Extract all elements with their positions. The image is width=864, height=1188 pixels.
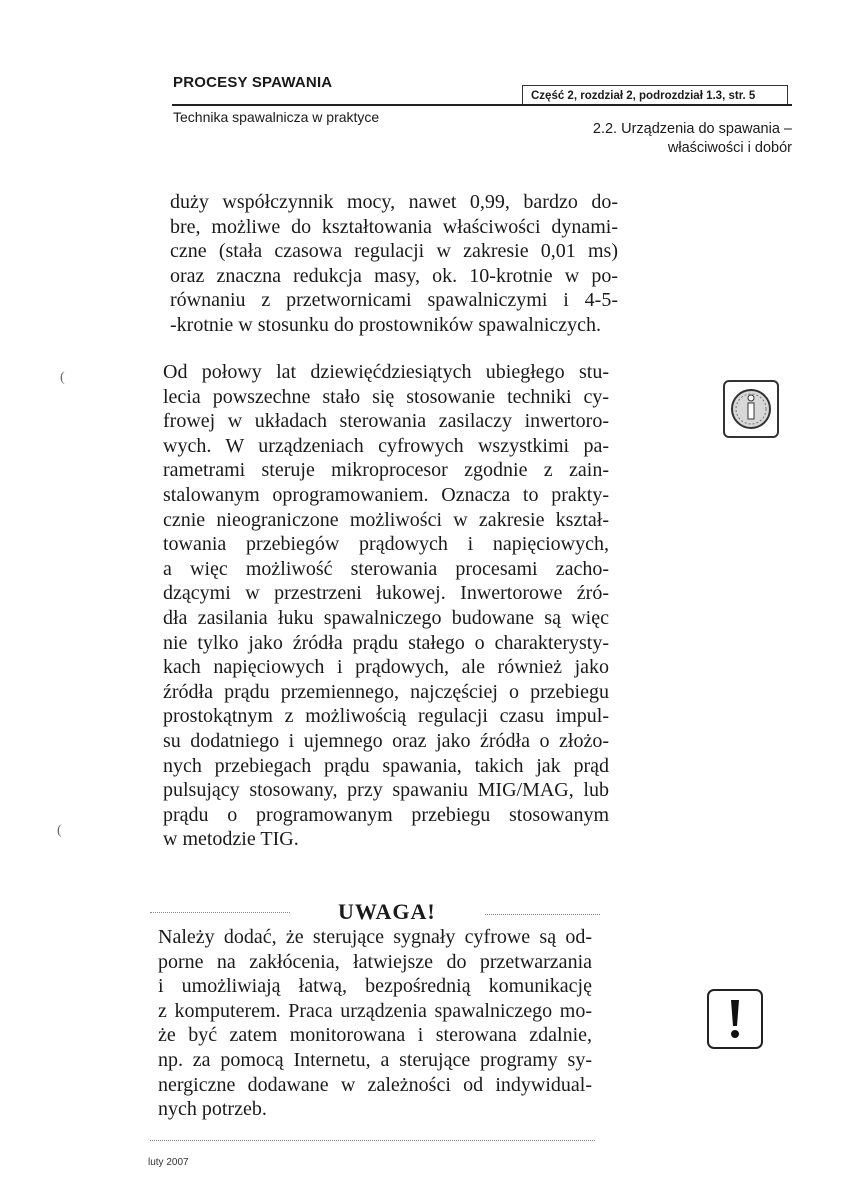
text-line: źródła prądu przemiennego, najczęściej o przebiegu <box>163 680 609 703</box>
text-line: nych przebiegach prądu spawania, takich jak prąd <box>163 754 609 777</box>
text-line: oraz znaczna redukcja masy, ok. 10-krotnie w po- <box>170 264 618 287</box>
margin-mark: ( <box>60 370 65 385</box>
section-heading-line-2: właściwości i dobór <box>667 140 792 156</box>
section-heading-line-1: 2.2. Urządzenia do spawania – <box>592 121 792 137</box>
text-line: frowej w układach sterowania zasilaczy inwertoro- <box>163 410 609 433</box>
text-line: lecia powszechne stało się stosowanie techniki cy- <box>163 385 609 408</box>
info-icon <box>723 380 779 438</box>
text-line: z komputerem. Praca urządzenia spawalniczego mo- <box>158 999 592 1022</box>
text-line: prądu o programowanym przebiegu stosowanym <box>163 803 609 826</box>
text-line: np. za pomocą Internetu, a sterujące programy sy- <box>158 1048 592 1071</box>
text-line: duży współczynnik mocy, nawet 0,99, bardzo do- <box>170 191 618 213</box>
uwaga-paragraph <box>158 925 592 1122</box>
text-line: równaniu z przetwornicami spawalniczymi i 4-5- <box>170 289 618 312</box>
footer-date: luty 2007 <box>148 1157 189 1168</box>
exclamation-icon <box>707 989 763 1049</box>
text-line: że być zatem monitorowana i sterowana zdalnie, <box>158 1024 592 1047</box>
text-line: cznie nieograniczone możliwości w zakresie kształ- <box>163 508 609 531</box>
paragraph-1 <box>170 190 618 338</box>
chapter-reference: Część 2, rozdział 2, podrozdział 1.3, str. 5 <box>522 85 788 105</box>
info-icon-graphic <box>729 387 773 431</box>
text-line: nych potrzeb. <box>158 1098 267 1121</box>
text-line: w metodzie TIG. <box>163 828 299 851</box>
bottom-rule <box>150 1140 595 1141</box>
text-line: towania przebiegów prądowych i napięciowych, <box>163 533 609 556</box>
document-subtitle: Technika spawalnicza w praktyce <box>173 109 380 125</box>
text-line: stalowanym oprogramowaniem. Oznacza to prakty- <box>163 483 609 506</box>
document-title: PROCESY SPAWANIA <box>173 74 333 91</box>
text-line: kach napięciowych i prądowych, ale również jako <box>163 656 609 679</box>
text-line: rametrami steruje mikroprocesor zgodnie z zain- <box>163 459 609 482</box>
text-line: pulsujący stosowany, przy spawaniu MIG/MAG, lub <box>163 779 609 802</box>
text-line: Od połowy lat dziewięćdziesiątych ubiegłego stu- <box>163 361 609 383</box>
text-line: a więc możliwość sterowania procesami zacho- <box>163 557 609 580</box>
text-line: bre, możliwe do kształtowania właściwości dynami- <box>170 215 618 238</box>
text-line: dzącymi w przestrzeni łukowej. Inwertorowe źró- <box>163 582 609 605</box>
text-line: Należy dodać, że sterujące sygnały cyfrowe są od- <box>158 926 592 948</box>
text-line: -krotnie w stosunku do prostowników spawalniczych. <box>170 313 602 336</box>
text-line: czne (stała czasowa regulacji w zakresie 0,01 ms) <box>170 240 618 263</box>
exclamation-icon-graphic <box>725 997 745 1041</box>
text-line: wych. W urządzeniach cyfrowych wszystkimi pa- <box>163 434 609 457</box>
uwaga-heading: UWAGA! <box>338 899 436 924</box>
section-heading <box>593 120 792 158</box>
uwaga-rule-right <box>485 914 600 915</box>
text-line: prostokątnym z możliwością regulacji czasu impul- <box>163 705 609 728</box>
text-line: i umożliwiają łatwą, bezpośrednią komunikację <box>158 975 592 998</box>
text-line: porne na zakłócenia, łatwiejsze do przetwarzania <box>158 950 592 973</box>
text-line: nie tylko jako źródła prądu stałego o charakterysty- <box>163 631 609 654</box>
header-rule <box>172 104 792 106</box>
text-line: nergiczne dodawane w zależności od indywidual- <box>158 1073 592 1096</box>
text-line: dła zasilania łuku spawalniczego budowane są więc <box>163 606 609 629</box>
margin-mark: ( <box>57 823 62 838</box>
paragraph-2 <box>163 360 609 852</box>
uwaga-rule-left <box>150 912 290 913</box>
text-line: su dodatniego i ujemnego oraz jako źródła o złożo- <box>163 729 609 752</box>
